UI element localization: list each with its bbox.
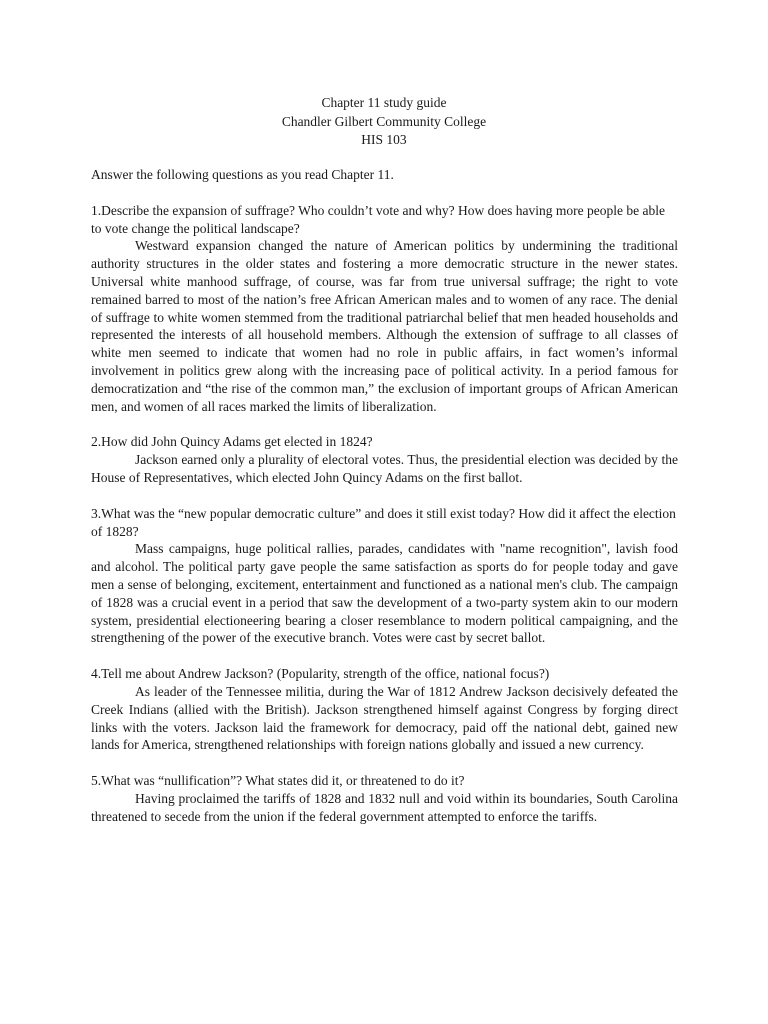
document-title: Chapter 11 study guide — [321, 95, 447, 110]
question-block-5 — [91, 772, 678, 825]
question-text: 3.What was the “new popular democratic culture” and does it still exist today? How did it affect the election of 1828? — [91, 505, 676, 539]
answer-text: As leader of the Tennessee militia, during the War of 1812 Andrew Jackson decisively defeated the Creek Indians (allied with the British). Jackson strengthened himself against Congress by forging direct links with the voters. Jackson laid the framework for democracy, paid off the national debt, gained new lands for America, strengthened relationships with foreign nations globally and issued a new currency. — [91, 683, 678, 753]
document-body — [91, 166, 678, 844]
answer-text: Westward expansion changed the nature of American politics by undermining the traditional authority structures in the older states and fostering a more democratic structure in the newer states. Universal white manhood suffrage, of course, was far from true universal suffrage; the right to vote remained barred to most of the nation’s free African American males and to women of any race. The denial of suffrage to white women stemmed from the traditional patriarchal belief that men headed households and represented the interests of all household members. Although the extension of suffrage to all classes of white men seemed to indicate that women had no role in public affairs, in fact women’s informal involvement in politics grew along with the increasing pace of political activity. In a period famous for democratization and “the rise of the common man,” the exclusion of important groups of African American men, and women of all races marked the limits of liberalization. — [91, 238, 678, 414]
question-block-3 — [91, 505, 678, 647]
question-block-4 — [91, 665, 678, 754]
question-block-2 — [91, 433, 678, 486]
answer-text: Mass campaigns, huge political rallies, parades, candidates with "name recognition", lavish food and alcohol. The political party gave people the same satisfaction as sports do for people today and gave men a sense of belonging, excitement, entertainment and functioned as a national men's club. The campaign of 1828 was a crucial event in a period that saw the development of a two-party system akin to our modern system, presidential electioneering bearing a closer resemblance to modern political campaigning, and the strengthening of the power of the executive branch. Votes were cast by secret ballot. — [91, 541, 678, 646]
instructions: Answer the following questions as you read Chapter 11. — [91, 167, 394, 182]
question-block-1 — [91, 202, 678, 416]
answer-text: Having proclaimed the tariffs of 1828 and 1832 null and void within its boundaries, South Carolina threatened to secede from the union if the federal government attempted to enforce the tariffs. — [91, 790, 678, 824]
answer-text: Jackson earned only a plurality of electoral votes. Thus, the presidential election was decided by the House of Representatives, which elected John Quincy Adams on the first ballot. — [91, 452, 678, 485]
course-code: HIS 103 — [361, 132, 407, 147]
question-text: 2.How did John Quincy Adams get elected in 1824? — [91, 434, 373, 450]
question-text: 4.Tell me about Andrew Jackson? (Popularity, strength of the office, national focus?) — [91, 666, 550, 682]
document-header — [0, 94, 768, 150]
question-text: 1.Describe the expansion of suffrage? Who couldn’t vote and why? How does having more people be able to vote change the political landscape? — [91, 202, 665, 236]
college-name: Chandler Gilbert Community College — [281, 113, 487, 129]
question-text: 5.What was “nullification”? What states did it, or threatened to do it? — [91, 773, 465, 789]
